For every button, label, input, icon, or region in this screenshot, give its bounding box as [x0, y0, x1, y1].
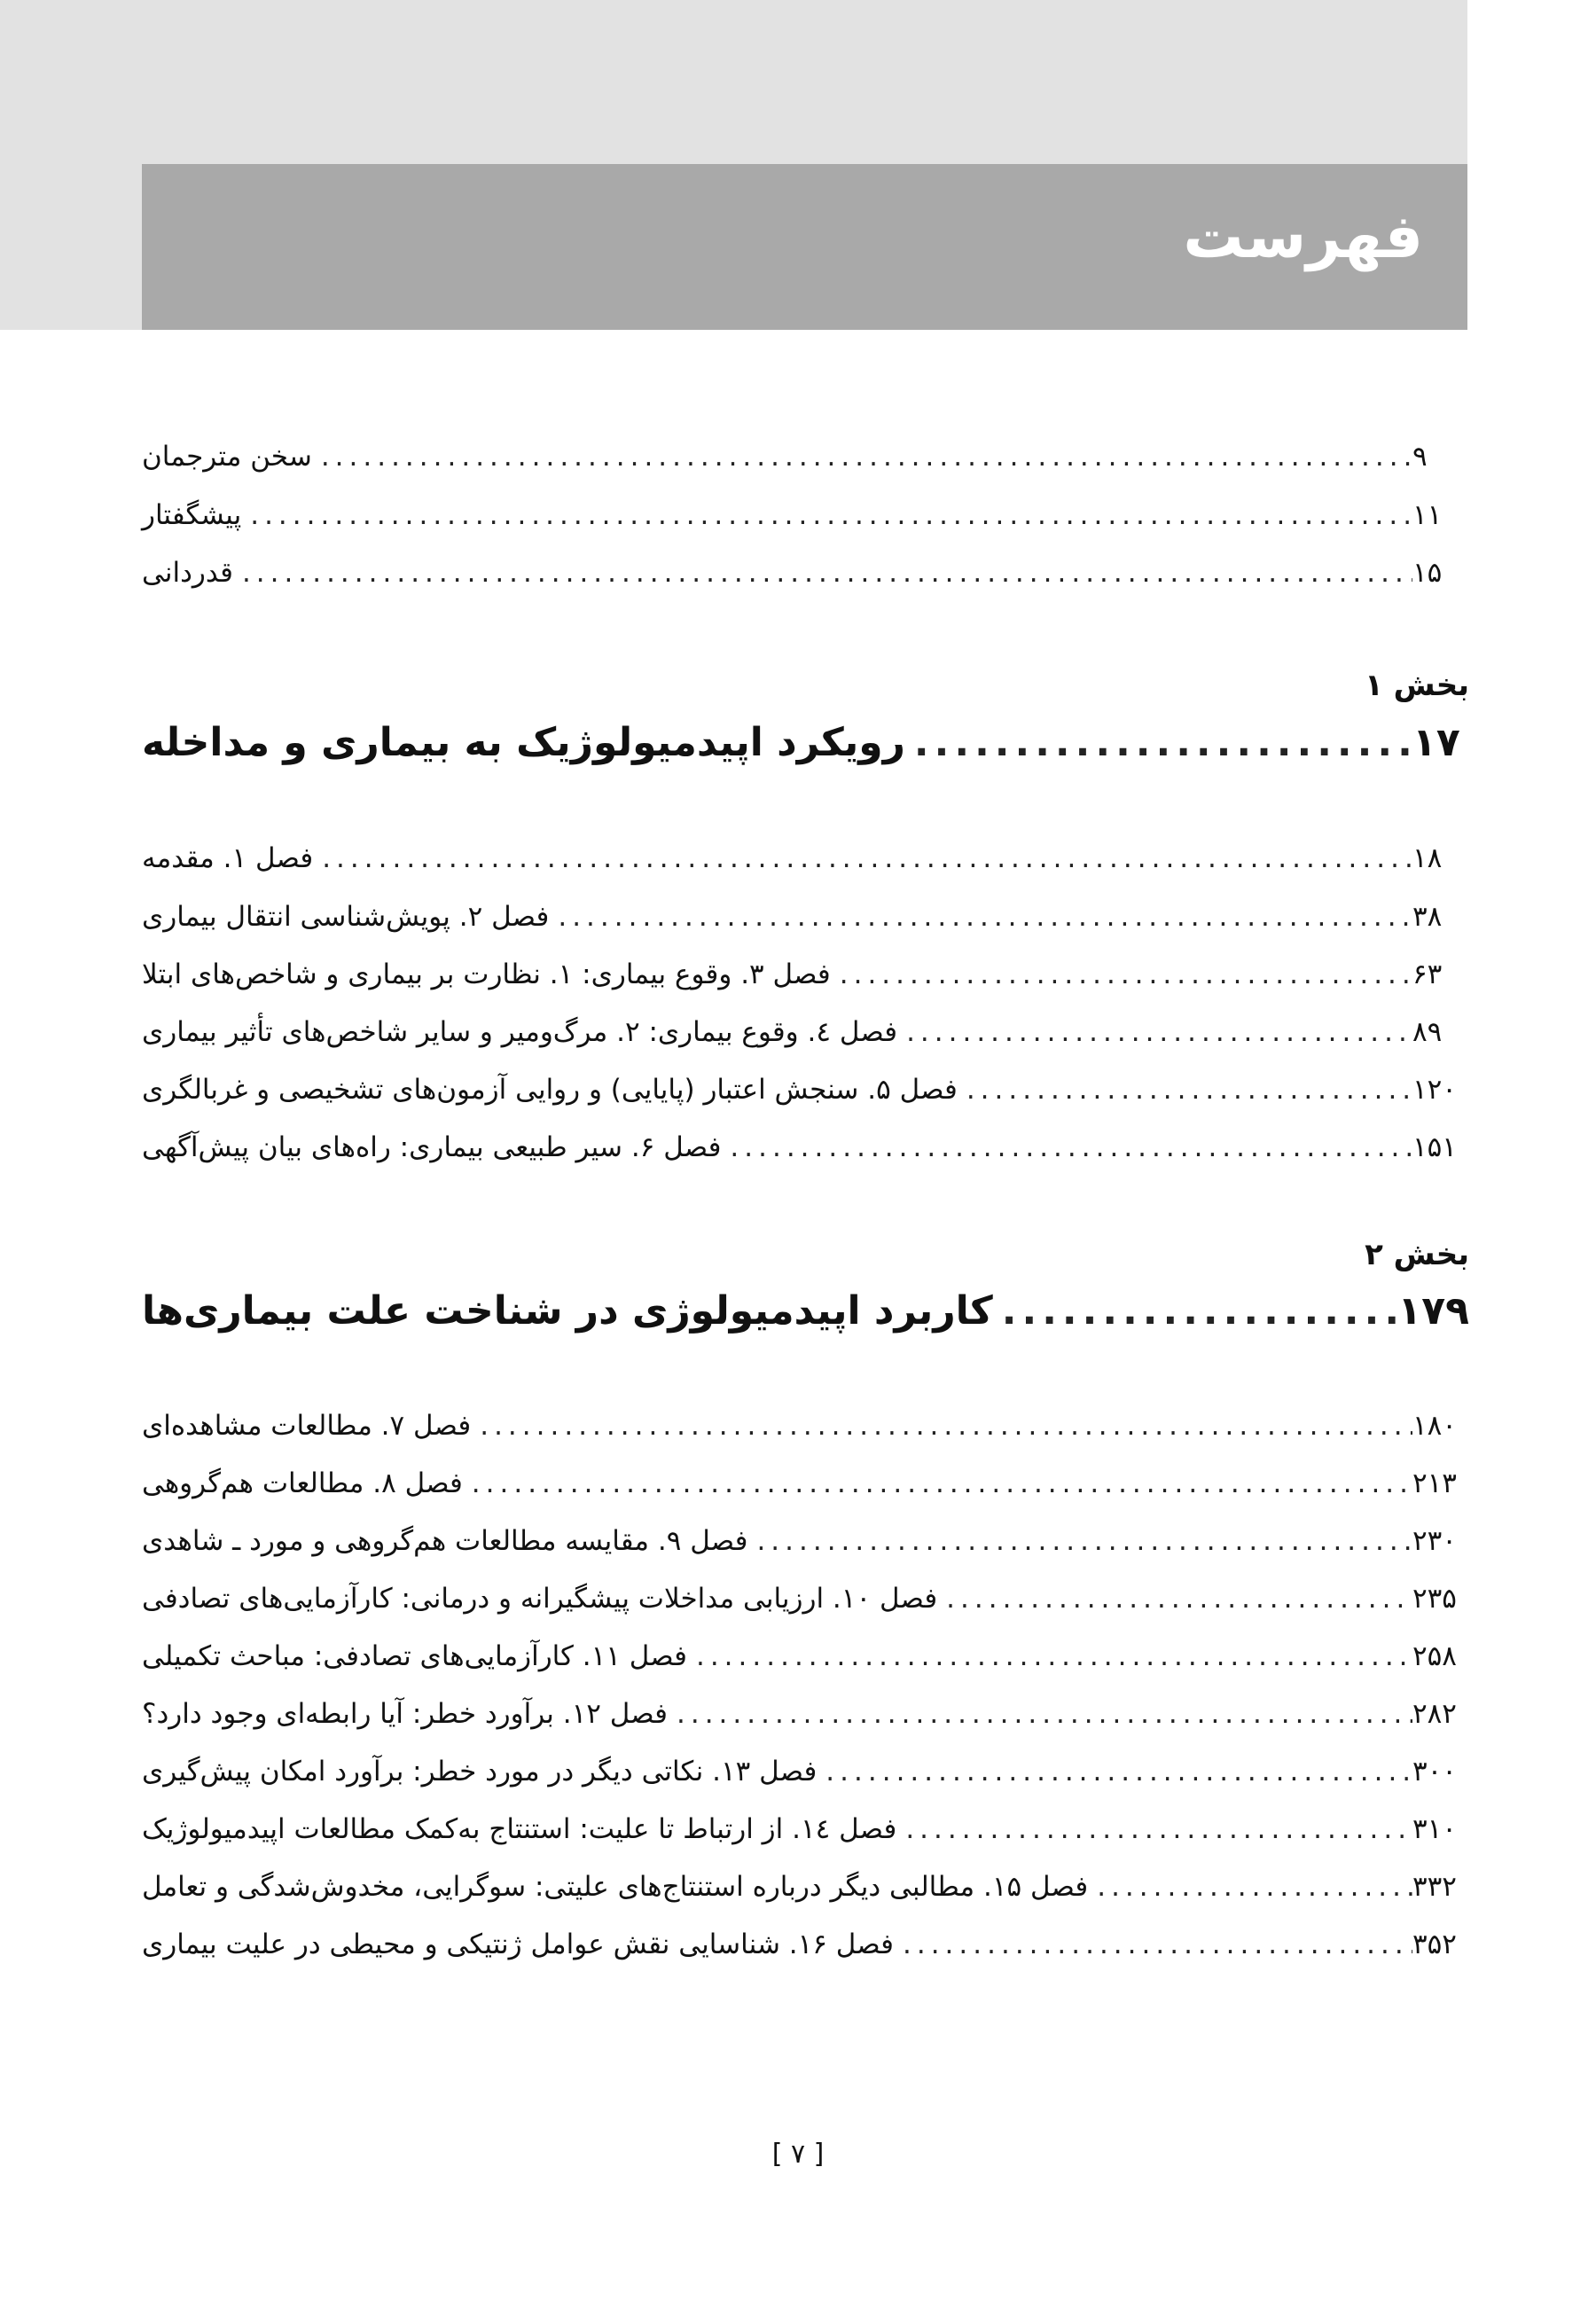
toc-entry-title: فصل ۱۶. شناسایی نقش عوامل ژنتیکی و محیطی در علیت بیماری: [142, 1928, 894, 1960]
toc-entry-chapter-6[interactable]: [142, 1131, 1469, 1176]
toc-entry-title: سخن مترجمان: [142, 441, 312, 473]
toc-entry-title: فصل ۹. مقایسه مطالعات هم‌گروهی و مورد ـ شاهدی: [142, 1525, 748, 1557]
dot-leader: [233, 557, 1412, 589]
toc-entry-page: ۱۷: [1412, 720, 1460, 765]
toc-entry-chapter-12[interactable]: [142, 1698, 1469, 1742]
toc-entry-chapter-10[interactable]: [142, 1583, 1469, 1627]
toc-entry-title: رویکرد اپیدمیولوژیک به بیماری و مداخله: [142, 720, 905, 765]
toc-entry-title: فصل ۸. مطالعات هم‌گروهی: [142, 1467, 463, 1499]
toc-entry-title: کاربرد اپیدمیولوژی در شناخت علت بیماری‌ها: [142, 1288, 993, 1334]
toc-entry-chapter-15[interactable]: [142, 1871, 1469, 1915]
toc-entry-title: فصل ۲. پویش‌شناسی انتقال بیماری: [142, 901, 550, 933]
toc-entry-title: فصل ۱۱. کارآزمایی‌های تصادفی: مباحث تکمیلی: [142, 1640, 687, 1672]
toc-entry-title: پیشگفتار: [142, 499, 242, 531]
toc-entry-translators-note[interactable]: [142, 441, 1469, 485]
toc-entry-title: فصل ۷. مطالعات مشاهده‌ای: [142, 1410, 472, 1442]
dot-leader: [993, 1288, 1398, 1334]
toc-entry-page: ۱۱: [1412, 499, 1443, 531]
toc-entry-chapter-16[interactable]: [142, 1928, 1469, 1973]
toc-part-1-title[interactable]: [142, 720, 1469, 782]
toc-part-2-title[interactable]: [142, 1288, 1469, 1350]
toc-entry-page: ۳۱۰: [1412, 1813, 1457, 1845]
toc-entry-page: ۱۷۹: [1397, 1288, 1469, 1334]
dot-leader: [687, 1640, 1412, 1672]
toc-entry-page: ۱۸: [1412, 842, 1443, 874]
toc-entry-preface[interactable]: [142, 499, 1469, 544]
toc-entry-title: فصل ۱۰. ارزیابی مداخلات پیشگیرانه و درمانی: کارآزمایی‌های تصادفی: [142, 1583, 938, 1615]
toc-entry-title: فصل ۱. مقدمه: [142, 842, 314, 874]
page-number: [ ۷ ]: [771, 2139, 825, 2170]
part-2-label: بخش ۲: [1365, 1237, 1469, 1272]
dot-leader: [905, 720, 1412, 765]
toc-entry-chapter-1[interactable]: [142, 842, 1469, 887]
dot-leader: [831, 958, 1412, 990]
toc-entry-title: قدردانی: [142, 557, 233, 589]
dot-leader: [958, 1074, 1412, 1106]
toc-entry-page: ۶۳: [1412, 958, 1443, 990]
toc-entry-page: ۲۳۰: [1412, 1525, 1457, 1557]
dot-leader: [817, 1756, 1412, 1788]
dot-leader: [1088, 1871, 1412, 1903]
dot-leader: [241, 499, 1412, 531]
toc-entry-title: فصل ۱۳. نکاتی دیگر در مورد خطر: برآورد امکان پیش‌گیری: [142, 1756, 818, 1788]
toc-entry-page: ۳۰۰: [1412, 1756, 1457, 1788]
dot-leader: [721, 1131, 1412, 1163]
toc-entry-page: ۱۵۱: [1412, 1131, 1457, 1163]
part-1-label: بخش ۱: [1365, 668, 1469, 703]
toc-entry-chapter-5[interactable]: [142, 1074, 1469, 1118]
dot-leader: [894, 1928, 1412, 1960]
toc-entry-acknowledgements[interactable]: [142, 557, 1469, 601]
toc-entry-title: فصل ۳. وقوع بیماری: ۱. نظارت بر بیماری و شاخص‌های ابتلا: [142, 958, 831, 990]
toc-entry-page: ۲۵۸: [1412, 1640, 1457, 1672]
toc-entry-page: ۳۵۲: [1412, 1928, 1457, 1960]
dot-leader: [896, 1813, 1412, 1845]
header-band-top: [0, 0, 1467, 164]
toc-entry-title: فصل ٤. وقوع بیماری: ۲. مرگ‌ومیر و سایر شاخص‌های تأثیر بیماری: [142, 1016, 898, 1048]
toc-entry-chapter-14[interactable]: [142, 1813, 1469, 1858]
toc-entry-page: ۲۸۲: [1412, 1698, 1457, 1730]
dot-leader: [471, 1410, 1412, 1442]
header-band-left: [0, 164, 142, 330]
toc-entry-chapter-4[interactable]: [142, 1016, 1469, 1060]
toc-entry-chapter-3[interactable]: [142, 958, 1469, 1003]
toc-entry-title: فصل ۱٤. از ارتباط تا علیت: استنتاج به‌کمک مطالعات اپیدمیولوژیک: [142, 1813, 897, 1845]
toc-entry-chapter-13[interactable]: [142, 1756, 1469, 1800]
toc-entry-title: فصل ۶. سیر طبیعی بیماری: راه‌های بیان پیش‌آگهی: [142, 1131, 722, 1163]
dot-leader: [897, 1016, 1412, 1048]
dot-leader: [747, 1525, 1412, 1557]
toc-entry-chapter-2[interactable]: [142, 901, 1469, 945]
toc-entry-title: فصل ۱۵. مطالبی دیگر درباره استنتاج‌های علیتی: سوگرایی، مخدوش‌شدگی و تعامل: [142, 1871, 1089, 1903]
toc-entry-page: ۱۸۰: [1412, 1410, 1457, 1442]
dot-leader: [549, 901, 1412, 933]
dot-leader: [668, 1698, 1412, 1730]
toc-entry-title: فصل ۱۲. برآورد خطر: آیا رابطه‌ای وجود دارد؟: [142, 1698, 668, 1730]
toc-entry-page: ۲۱۳: [1412, 1467, 1457, 1499]
toc-entry-chapter-11[interactable]: [142, 1640, 1469, 1685]
toc-entry-page: ۱۲۰: [1412, 1074, 1457, 1106]
toc-entry-page: ۸۹: [1412, 1016, 1443, 1048]
dot-leader: [313, 842, 1412, 874]
dot-leader: [312, 441, 1412, 473]
toc-entry-page: ۲۳۵: [1412, 1583, 1457, 1615]
toc-entry-chapter-8[interactable]: [142, 1467, 1469, 1512]
page-title: فهرست: [1183, 202, 1423, 272]
dot-leader: [937, 1583, 1412, 1615]
dot-leader: [463, 1467, 1412, 1499]
toc-entry-page: ۱۵: [1412, 557, 1443, 589]
toc-entry-chapter-9[interactable]: [142, 1525, 1469, 1569]
toc-entry-title: فصل ۵. سنجش اعتبار (پایایی) و روایی آزمون‌های تشخیصی و غربالگری: [142, 1074, 958, 1106]
toc-entry-page: ۳۳۲: [1412, 1871, 1457, 1903]
toc-entry-page: ۹: [1412, 441, 1428, 473]
toc-entry-page: ۳۸: [1412, 901, 1443, 933]
toc-entry-chapter-7[interactable]: [142, 1410, 1469, 1454]
